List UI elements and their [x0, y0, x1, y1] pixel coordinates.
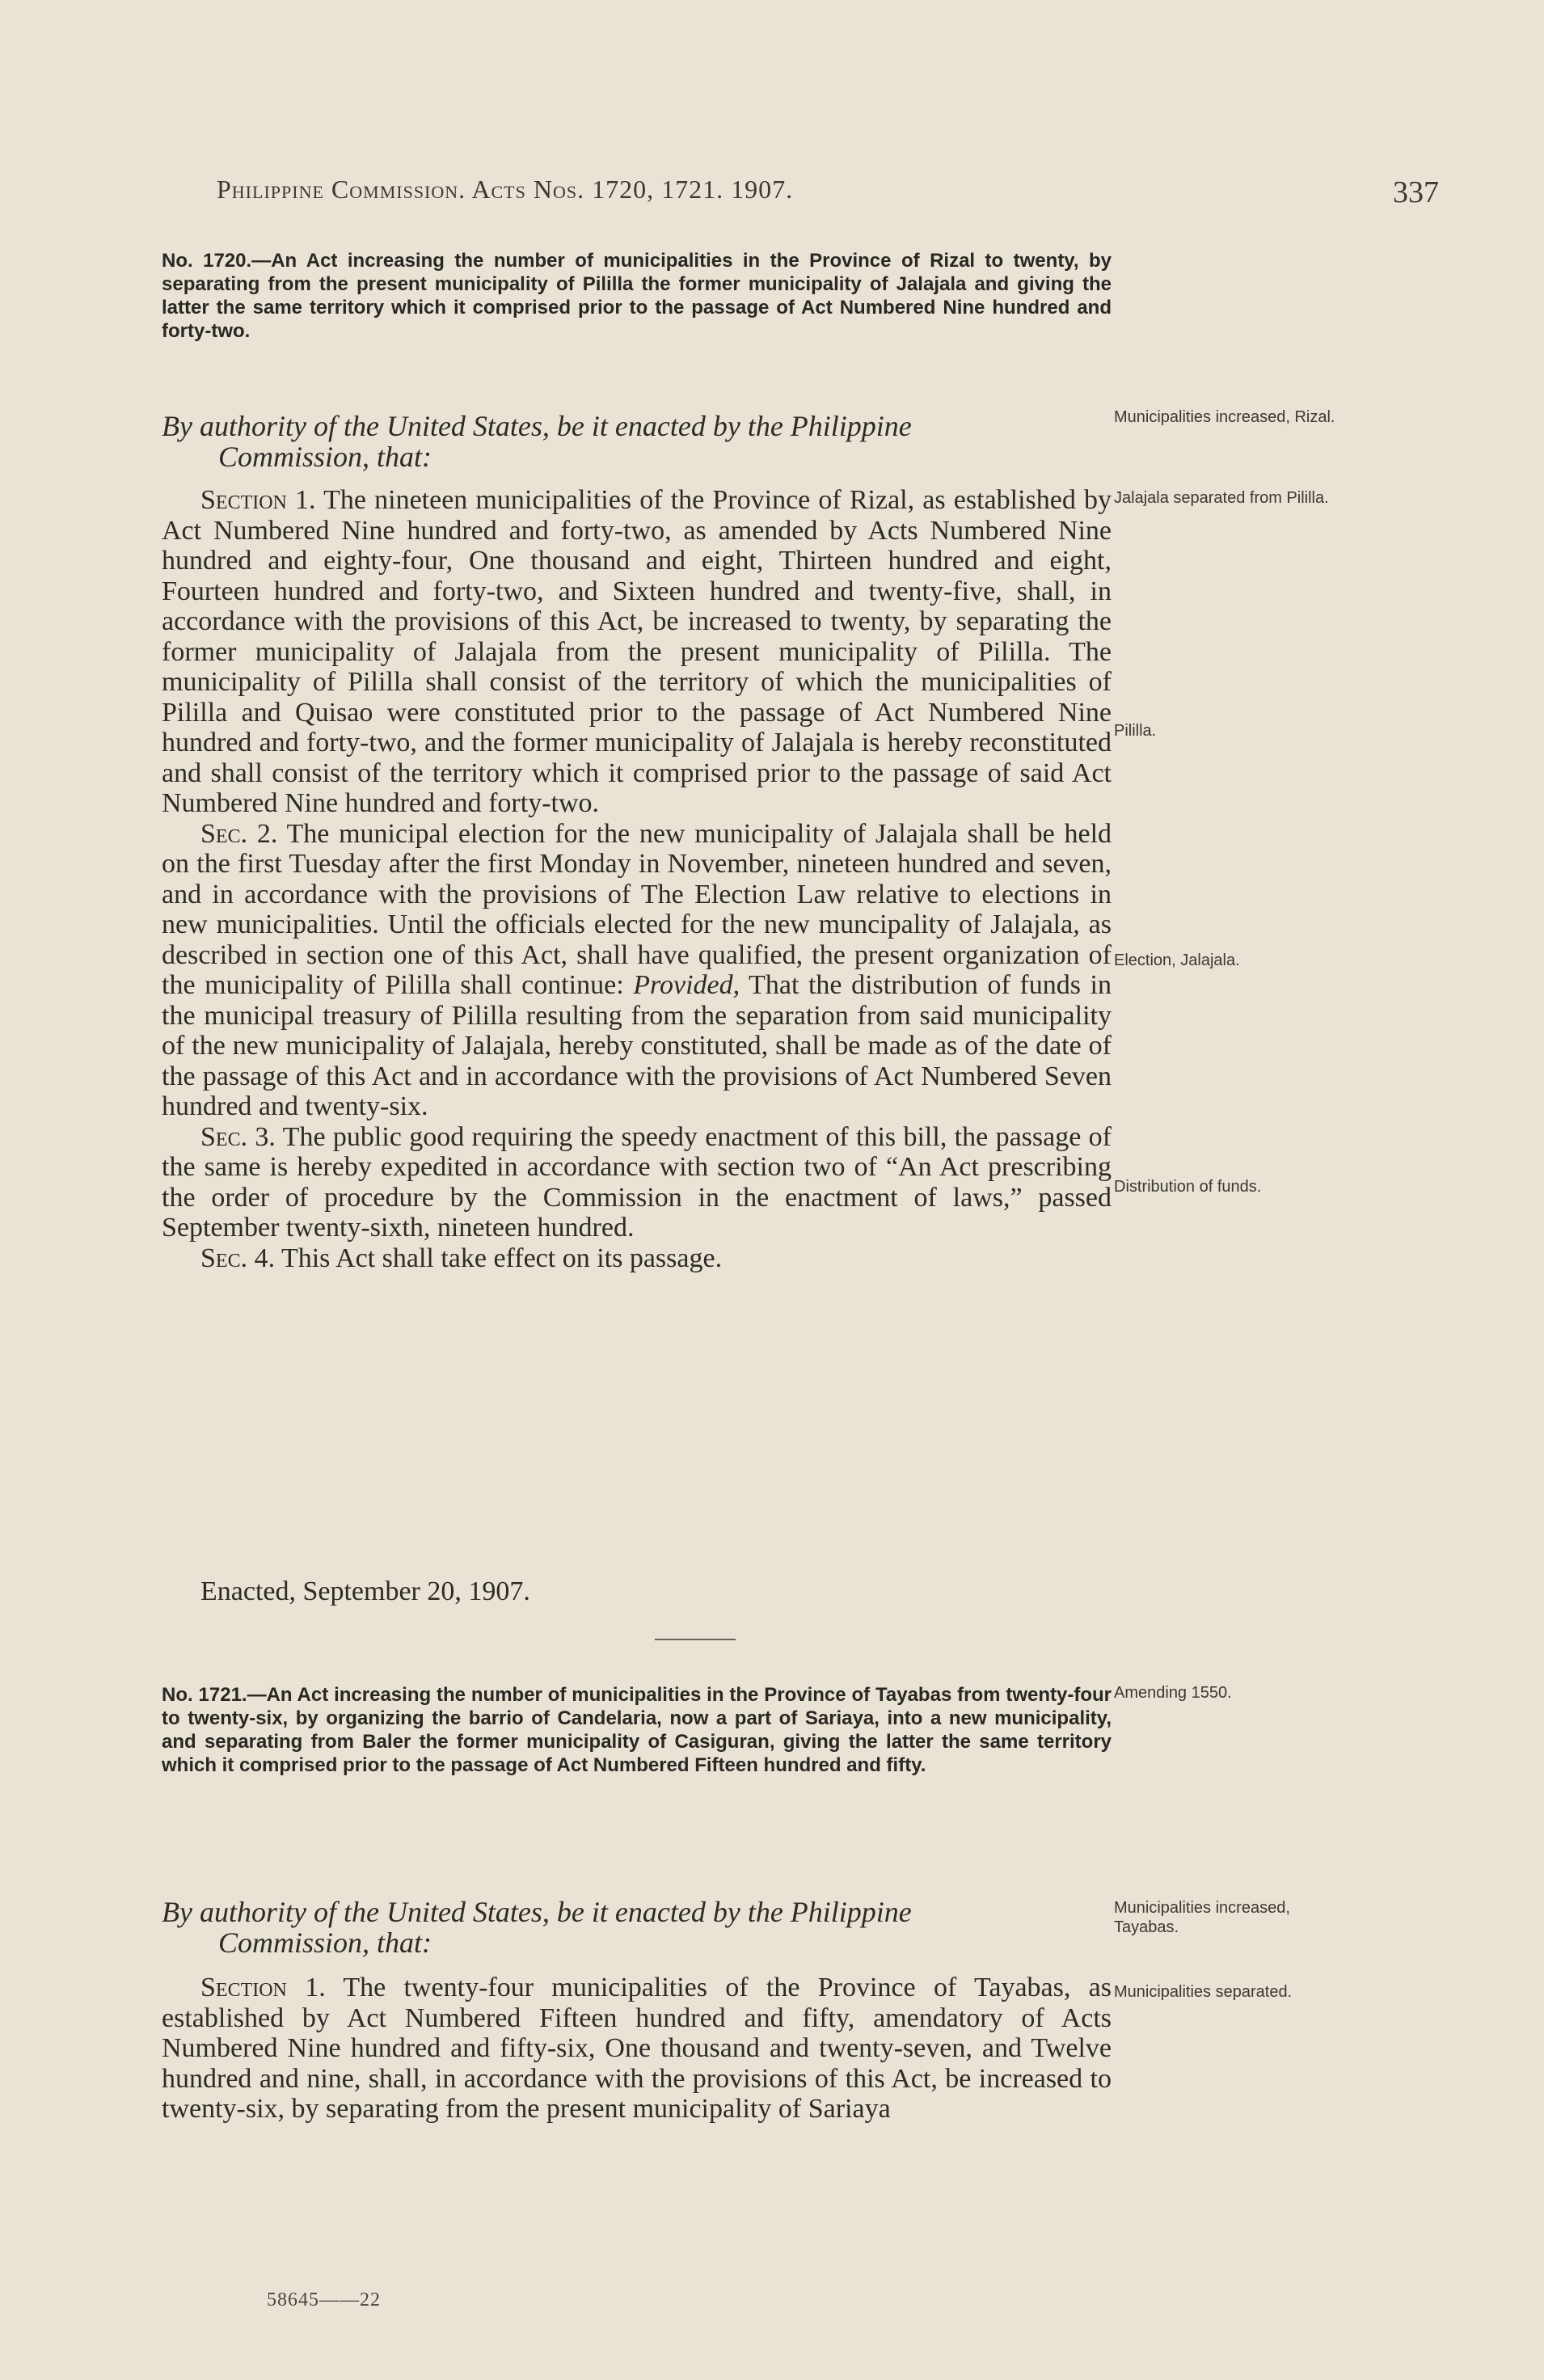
act-1720-enacted-date: Enacted, September 20, 1907. [200, 1576, 530, 1606]
act-1720-enacting-line-2: Commission, that: [218, 441, 432, 473]
act-1721-enacting-clause [162, 1897, 1112, 1958]
act-1721-section-1 [162, 1973, 1112, 2125]
act-1721-title [162, 1683, 1112, 1777]
act-1720-number: No. 1720. [162, 250, 252, 272]
margin-note-jalajala-separated: Jalajala separated from Pililla. [1114, 489, 1329, 507]
act-1720-enacting-line-1: By authority of the United States, be it enacted by the Philippine [162, 410, 912, 442]
section-text: The public good requiring the speedy enactment of this bill, the passage of the same is hereby expedited in accordance with section two of “An Act prescribing the order of procedure by the Commission in the enactment of laws,” passed September twenty-sixth, nineteen hundred. [162, 1121, 1112, 1243]
section-label: Sec. 3. [200, 1121, 276, 1152]
act-1720-section-3 [162, 1122, 1112, 1243]
printer-signature-mark: 58645——22 [267, 2289, 381, 2310]
section-text: The municipal election for the new municipality of Jalajala shall be held on the first Tuesday after the first Monday in November, nineteen hundred and seven, and in accordance with the provisions of The Election Law relative to elections in new municipalities. Until the officials elected for the new muncipality of Jalajala, as described in section one of this Act, shall have qualified, the present organization of the municipality of Pililla shall continue: [162, 818, 1112, 1000]
margin-note-municipalities-separated: Municipalities separated. [1114, 1983, 1293, 2001]
margin-note-amending-1550: Amending 1550. [1114, 1684, 1232, 1702]
page-header [162, 175, 1439, 223]
margin-note-municipalities-increased-tayabas: Municipalities increased, Tayabas. [1114, 1899, 1290, 1936]
act-1721-enacting-line-2: Commission, that: [218, 1926, 432, 1959]
section-text: That the distribution of funds in the municipal treasury of Pililla resulting from the separation from said municipality of the new municipality of Jalajala, hereby constituted, shall be made as of the date of the passage of this Act and in accordance with the provisions of Act Numbered Seven hundred and twenty-six. [162, 970, 1112, 1121]
section-label: Section 1. [200, 1973, 326, 2002]
running-head: Philippine Commission. Acts Nos. 1720, 1721. 1907. [217, 175, 794, 204]
margin-note-pililla: Pililla. [1114, 722, 1157, 740]
provided-clause: Provided, [633, 970, 740, 1000]
act-1720-section-2 [162, 819, 1112, 1122]
act-1720-title-text: —An Act increasing the number of municipalities in the Province of Rizal to twenty, by separating from the present municipality of Pililla the former municipality of Jalajala and giving the latter the same territory which it comprised prior to the passage of Act Numbered Nine hundred and forty-two. [162, 250, 1112, 342]
margin-note-election-jalajala: Election, Jalajala. [1114, 952, 1240, 969]
section-label: Sec. 2. [200, 818, 278, 849]
act-1721-body [162, 1973, 1112, 2125]
act-1720-title [162, 249, 1112, 343]
act-1720-enacting-clause [162, 411, 1112, 472]
section-text: The twenty-four municipalities of the Province of Tayabas, as established by Act Numbered Fifteen hundred and fifty, amendatory of Acts Numbered Nine hundred and fifty-six, One thousand and twenty-seven, and Twelve hundred and nine, shall, in accordance with the provisions of this Act, be increased to twenty-six, by separating from the present municipality of Sariaya [162, 1973, 1112, 2124]
section-label: Section 1. [200, 485, 316, 515]
section-text: The nineteen municipalities of the Province of Rizal, as established by Act Numbered Nine hundred and forty-two, as amended by Acts Numbered Nine hundred and eighty-four, One thousand and eight, Thirteen hundred and eight, Fourteen hundred and forty-two, and Sixteen hundred and twenty-five, shall, in accordance with the provisions of this Act, be increased to twenty, by separating the former municipality of Jalajala from the present municipality of Pililla. The municipality of Pililla shall consist of the territory of which the municipalities of Pililla and Quisao were constituted prior to the passage of Act Numbered Nine hundred and forty-two, and the former municipality of Jalajala is hereby reconstituted and shall consist of the territory which it comprised prior to the passage of said Act Numbered Nine hundred and forty-two. [162, 485, 1112, 818]
section-label: Sec. 4. [200, 1243, 276, 1273]
section-divider [655, 1639, 736, 1640]
act-1720-section-4 [162, 1243, 1112, 1274]
act-1720-body [162, 485, 1112, 1273]
section-text: This Act shall take effect on its passage. [275, 1243, 723, 1273]
margin-note-distribution-of-funds: Distribution of funds. [1114, 1178, 1262, 1196]
act-1721-title-text: —An Act increasing the number of municipalities in the Province of Tayabas from twenty-four to twenty-six, by organizing the barrio of Candelaria, now a part of Sariaya, into a new municipality, and separating from Baler the former municipality of Casiguran, giving the latter the same territory which it comprised prior to the passage of Act Numbered Fifteen hundred and fifty. [162, 1684, 1112, 1776]
page-number: 337 [1393, 175, 1439, 209]
act-1721-enacting-line-1: By authority of the United States, be it enacted by the Philippine [162, 1896, 912, 1928]
margin-note-municipalities-increased-rizal: Municipalities increased, Rizal. [1114, 408, 1335, 426]
act-1720-section-1 [162, 485, 1112, 819]
act-1721-number: No. 1721. [162, 1684, 247, 1706]
